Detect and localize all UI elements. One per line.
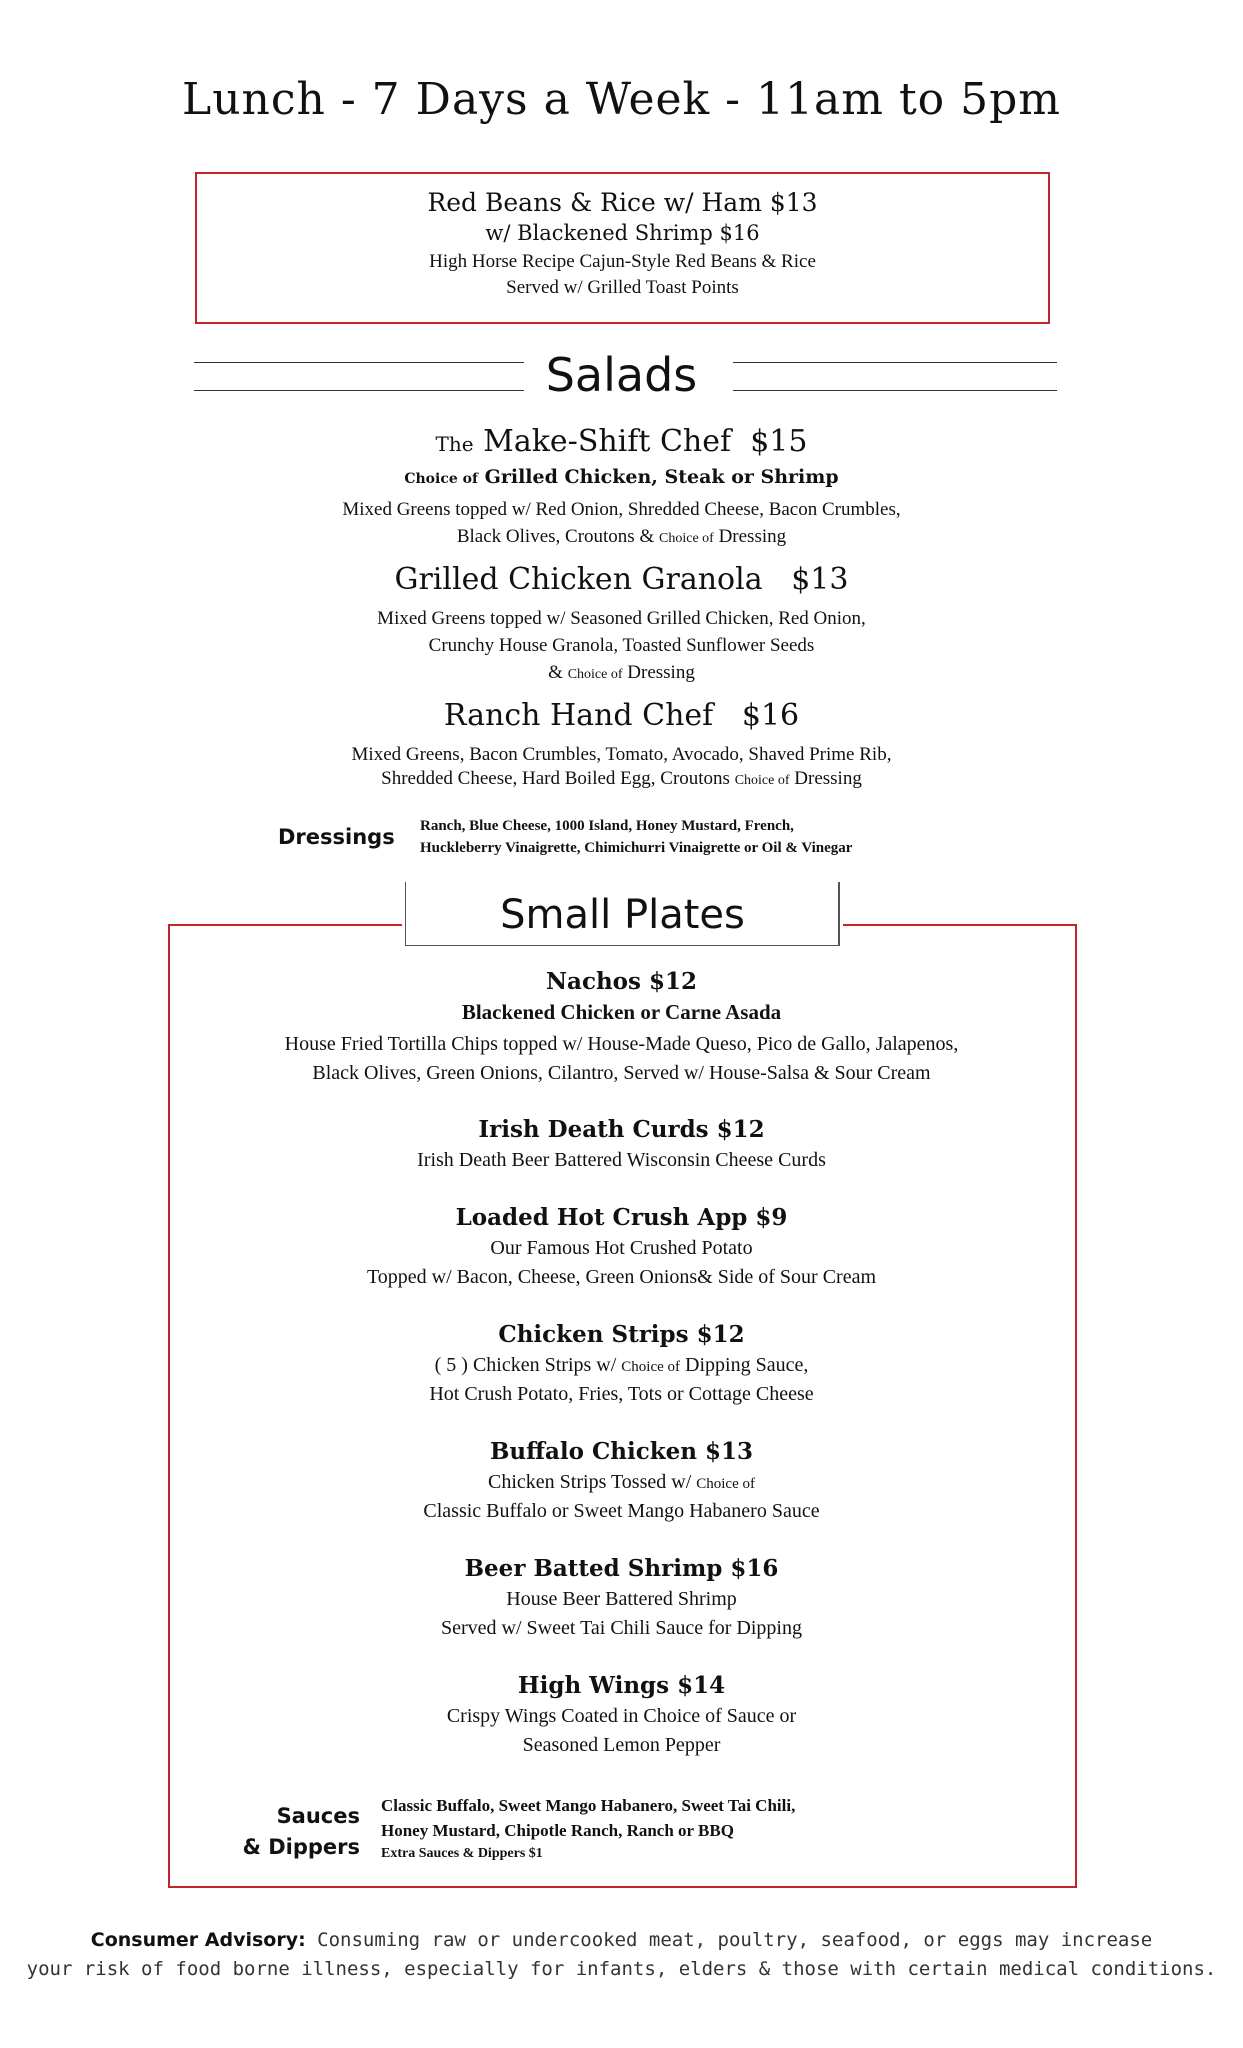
salad-desc-2: Crunchy House Granola, Toasted Sunflower Seeds: [428, 635, 815, 656]
sauces-label-1: Sauces: [276, 1804, 360, 1828]
plate-desc-1: [0, 1468, 1243, 1499]
salad-desc-3b: Dressing: [627, 662, 695, 683]
salad-desc-3a: &: [548, 662, 563, 683]
salad-price: $13: [791, 562, 849, 597]
plate-item-title: Nachos $12: [546, 968, 697, 995]
salad-title-name: Grilled Chicken Granola: [394, 562, 763, 597]
small-plates-tab-left-edge: [405, 882, 406, 946]
dressings-list: [420, 815, 852, 859]
salad-desc-2b: Dressing: [794, 768, 862, 789]
plate-desc-2: Topped w/ Bacon, Cheese, Green Onions& Side of Sour Cream: [366, 1266, 877, 1288]
sauces-label: [180, 1801, 360, 1863]
salad-desc-3-small: Choice of: [567, 667, 623, 682]
salad-desc-1: Mixed Greens, Bacon Crumbles, Tomato, Avocado, Shaved Prime Rib,: [351, 744, 892, 765]
salad-item-title: [0, 562, 1243, 597]
small-plates-tab-right-edge: [838, 882, 839, 946]
salads-heading: Salads: [545, 348, 698, 402]
salad-desc-2: [0, 765, 1243, 794]
dressings-label: Dressings: [278, 825, 395, 849]
plate-item-title: Buffalo Chicken $13: [489, 1438, 754, 1465]
plate-item-title: Beer Batted Shrimp $16: [464, 1555, 779, 1582]
plate-desc-1: Our Famous Hot Crushed Potato: [490, 1237, 753, 1259]
salad-desc-2: [0, 523, 1243, 552]
plate-desc-1: [0, 1351, 1243, 1382]
sauces-list: [381, 1793, 795, 1865]
small-plates-tab: [405, 882, 840, 946]
salad-sub-prefix: Choice of: [404, 471, 478, 487]
plate-desc-1a: Chicken Strips Tossed w/: [488, 1471, 692, 1493]
plate-item-title: Loaded Hot Crush App $9: [455, 1204, 788, 1231]
sauces-line-3: Extra Sauces & Dippers $1: [381, 1846, 543, 1861]
consumer-advisory: [0, 1926, 1243, 1984]
sauces-line-1: Classic Buffalo, Sweet Mango Habanero, Sweet Tai Chili,: [381, 1796, 796, 1815]
sauces-label-2: & Dippers: [242, 1835, 360, 1859]
special-desc-1: High Horse Recipe Cajun-Style Red Beans & Rice: [429, 251, 816, 272]
salad-title-name: Ranch Hand Chef: [443, 698, 714, 733]
salad-desc-1: Mixed Greens topped w/ Red Onion, Shredded Cheese, Bacon Crumbles,: [342, 499, 901, 520]
plate-desc-1: House Fried Tortilla Chips topped w/ House-Made Queso, Pico de Gallo, Jalapenos,: [284, 1033, 959, 1055]
advisory-text-2: your risk of food borne illness, especially for infants, elders & those with certain medical conditions.: [26, 1958, 1217, 1980]
plate-desc-1: Irish Death Beer Battered Wisconsin Cheese Curds: [417, 1149, 826, 1171]
salad-sub-text: Grilled Chicken, Steak or Shrimp: [484, 466, 839, 488]
special-desc-2: Served w/ Grilled Toast Points: [506, 277, 739, 298]
plate-desc-2: Hot Crush Potato, Fries, Tots or Cottage Cheese: [429, 1383, 814, 1405]
page-title: Lunch - 7 Days a Week - 11am to 5pm: [181, 74, 1062, 125]
salad-item-subtitle: [0, 466, 1243, 488]
plate-desc-2: Classic Buffalo or Sweet Mango Habanero Sauce: [423, 1500, 820, 1522]
advisory-label: Consumer Advisory:: [90, 1929, 306, 1951]
plate-desc-2: Seasoned Lemon Pepper: [522, 1734, 721, 1756]
salad-desc-2-small: Choice of: [659, 531, 714, 546]
small-plates-heading: Small Plates: [500, 892, 745, 938]
salad-desc-2a: Black Olives, Croutons &: [456, 526, 655, 547]
plate-desc-1: Crispy Wings Coated in Choice of Sauce or: [446, 1705, 797, 1727]
salad-price: $16: [741, 698, 800, 733]
plate-desc-1-small: Choice of: [696, 1476, 755, 1492]
dressings-line-2: Huckleberry Vinaigrette, Chimichurri Vinaigrette or Oil & Vinegar: [420, 840, 853, 856]
plate-desc-1a: ( 5 ) Chicken Strips w/: [434, 1354, 617, 1376]
plate-desc-1-small: Choice of: [621, 1359, 681, 1375]
plate-item-title: Chicken Strips $12: [498, 1321, 745, 1348]
special-title: Red Beans & Rice w/ Ham $13: [427, 188, 818, 217]
salad-title-name: Make-Shift Chef: [483, 424, 732, 459]
special-subtitle: w/ Blackened Shrimp $16: [485, 221, 760, 245]
sauces-line-2: Honey Mustard, Chipotle Ranch, Ranch or BBQ: [381, 1821, 734, 1840]
salad-desc-3: [0, 659, 1243, 688]
plate-desc-1b: Dipping Sauce,: [685, 1354, 809, 1376]
salad-desc-2a: Shredded Cheese, Hard Boiled Egg, Croutons: [381, 768, 730, 789]
salad-title-prefix: The: [435, 432, 474, 456]
dressings-line-1: Ranch, Blue Cheese, 1000 Island, Honey Mustard, French,: [420, 818, 794, 834]
plate-desc-2: Served w/ Sweet Tai Chili Sauce for Dipping: [441, 1617, 802, 1639]
advisory-line-1: [0, 1926, 1243, 1955]
salad-price: $15: [750, 424, 808, 459]
plate-item-title: Irish Death Curds $12: [478, 1116, 765, 1143]
plate-item-subtitle: Blackened Chicken or Carne Asada: [461, 1000, 782, 1024]
salad-desc-2-small: Choice of: [734, 773, 790, 788]
salad-desc-2b: Dressing: [718, 526, 787, 547]
plate-item-title: High Wings $14: [517, 1672, 726, 1699]
plate-desc-2: Black Olives, Green Onions, Cilantro, Served w/ House-Salsa & Sour Cream: [312, 1062, 931, 1084]
special-box: [195, 172, 1050, 324]
salad-item-title: [0, 424, 1243, 459]
salad-desc-1: Mixed Greens topped w/ Seasoned Grilled Chicken, Red Onion,: [377, 608, 866, 629]
plate-desc-1: House Beer Battered Shrimp: [506, 1588, 737, 1610]
salad-item-title: [0, 698, 1243, 733]
advisory-text-1: Consuming raw or undercooked meat, poultry, seafood, or eggs may increase: [317, 1929, 1153, 1951]
